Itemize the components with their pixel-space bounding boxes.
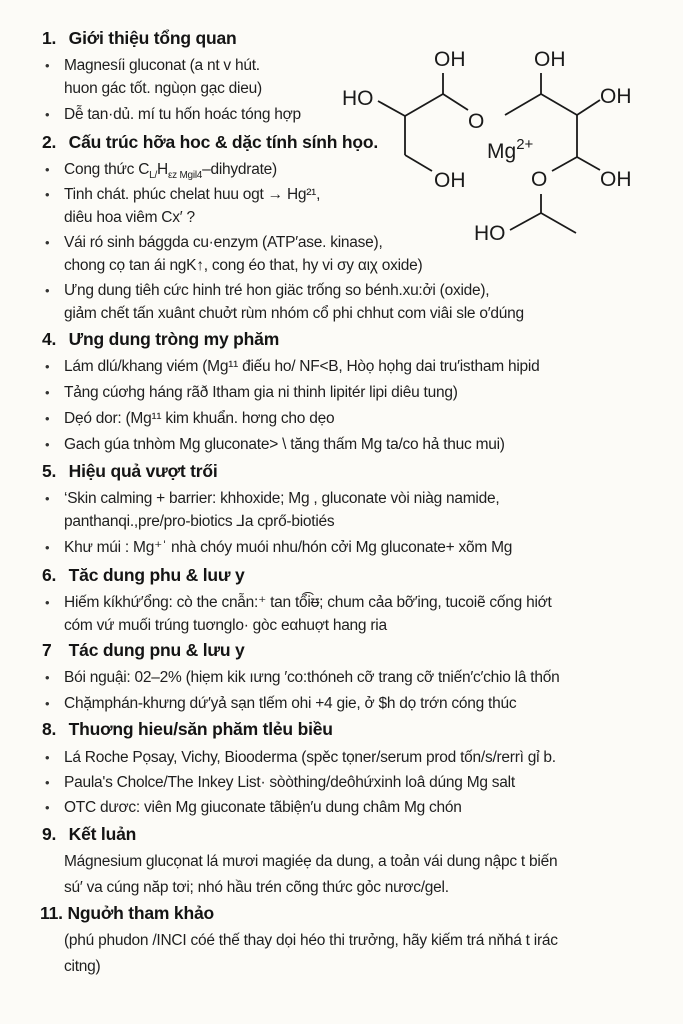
list-item [64, 355, 539, 378]
section-title: Ưng dung tròng my phăm [68, 329, 280, 349]
list-item-line: • Hiếm kíkhứ′ổng: cò the cnẫn:⁺ tan tổ͡iᵿ; chum cảa bỡ′ing, tucoiẽ cống hiớt [64, 594, 552, 611]
section-number: 1. [42, 28, 57, 48]
list-item-line: • Dẹó dor: (Mg¹¹ kim khuẩn. hơng cho dẹo [64, 410, 335, 427]
list-item-line: chong cọ tan ái ngK↑, cong éo that, hy vi σy αιχ oxide) [64, 257, 423, 274]
label-oh: OH [600, 168, 632, 191]
section-heading-2 [42, 132, 378, 153]
list-item-line: huon gác tốt. ngùọn gạc dieu) [64, 80, 262, 97]
section-title: Kết luản [68, 824, 137, 844]
section-heading-8 [42, 719, 333, 740]
section-heading-9 [42, 824, 136, 845]
list-item-line: cóm vứ muối trúng tuơnglo· gòc eαhuợt hang ria [64, 617, 387, 634]
section-number: 9. [42, 824, 57, 844]
list-item [64, 692, 516, 715]
section-heading-1 [42, 28, 237, 49]
section-title: Tăc dung phu & luư y [68, 565, 245, 585]
section-heading-4 [42, 329, 279, 350]
list-item [64, 279, 524, 325]
list-item-line: • OTC dươc: viên Mg giuconate tãbiện′u dung châm Mg chón [64, 799, 462, 816]
list-item [64, 536, 512, 559]
formula-element: H [157, 161, 168, 178]
list-item-line: panthanqi.,pre/pro-biotics ⅃a cprő-biotiés [64, 513, 335, 530]
paragraph-line: sú′ va cúng năp tơi; nhó hầu trén cõng thức gỏc nươc/gel. [64, 879, 449, 896]
formula-prefix: Cong thức C [64, 161, 150, 178]
list-item-line: • Bói nguậi: 02–2% (hiẹm kik ıưng ′co:thóneh cỡ trang cỡ tniến′c′chio lâ thốn [64, 669, 560, 686]
paragraph-line: (phú phudon /INCI cóé thế thay dọi héo thi trưởng, hãy kiếm trá nňhá t irác [64, 932, 558, 949]
list-item [64, 771, 515, 794]
list-item [64, 796, 462, 819]
list-item [64, 103, 301, 126]
list-item-line: diêu hoa viêm Cx′ ? [64, 209, 195, 226]
label-oh: OH [600, 85, 632, 108]
section-title: Hiệu quả vượt trői [68, 461, 218, 481]
section-number: 6. [42, 565, 57, 585]
section-heading-11 [40, 903, 214, 924]
label-o: O [468, 110, 485, 133]
list-item [64, 591, 552, 637]
references-paragraph [64, 928, 558, 980]
list-item-line: • Gach gúa tnhòm Mg gluconate> \ tăng thấm Mg ta/co hả thuc mui) [64, 436, 505, 453]
label-ho: HO [474, 222, 506, 245]
list-item [64, 433, 505, 456]
label-oh: OH [434, 48, 466, 71]
paragraph-line: citng) [64, 958, 101, 975]
list-item-line: • Magnesíi gluconat (a nt v hút. [64, 57, 260, 74]
label-ho: HO [342, 87, 374, 110]
section-number: 7 [42, 640, 52, 660]
label-oh: OH [534, 48, 566, 71]
label-oh: OH [434, 169, 466, 192]
list-item-line: • Tinh chát. phúc chelat huu ogt → Hg²¹, [64, 186, 321, 203]
section-number: 11. [40, 903, 63, 923]
section-title: Giới thiệu tổng quan [68, 28, 237, 48]
list-item [64, 407, 334, 430]
formula-subscript: εz Mgil [167, 170, 197, 182]
section-heading-6 [42, 565, 245, 586]
formula-subscript: L/ [149, 170, 158, 182]
list-item-line: • Ưng dung tiêh cức hinh tré hon giäc trống so bénh.xu:ởi (oxide), [64, 282, 490, 299]
section-title: Cấu trúc hỡa hoc & dặc tính sính họo. [68, 132, 379, 152]
section-number: 8. [42, 719, 57, 739]
section-title: Thuơng hieu/săn phăm tlẻu biều [68, 719, 333, 739]
list-item-line: • Dễ tan·dủ. mí tu hốn hoác tóng hợp [64, 106, 301, 123]
list-item-formula [64, 158, 277, 181]
list-item [64, 183, 320, 229]
formula-suffix: –dihydrate) [202, 161, 277, 178]
formula-subscript: 4 [196, 170, 203, 182]
list-item-line: giảm chết tấn xuânt chuởt rùm nhóm cổ phi chhut com viâi sle o′dúng [64, 305, 524, 322]
conclusion-paragraph [64, 849, 557, 901]
list-item-line: • Vái ró sinh bággda cu·enzym (ATP′ase. kinase), [64, 234, 383, 251]
list-item [64, 746, 556, 769]
section-title: Tác dung pnu & lưu y [68, 640, 245, 660]
list-item [64, 487, 499, 533]
list-item-line: • Paula's Cholce/The Inkey List· sòòthing/deôhứxinh loâ dúng Mg salt [64, 774, 515, 791]
section-heading-5 [42, 461, 218, 482]
paragraph-line: Mágnesium glucọnat lá mươi magiéẹ da dung, a toản vái dung nậpc t biến [64, 853, 558, 870]
list-item-line: • ‘Skin calming + barrier: khhoxide; Mg , gluconate vòi niàg namide, [64, 490, 500, 507]
list-item-line: • Chặmphán-khưng dứ′yả sạn tlếm ohi +4 gie, ở $h dọ trớn cóng thúc [64, 695, 517, 712]
label-mg-ion: $Mg^{2+}$ [487, 136, 534, 163]
list-item-line: • Tảng cúơhg háng rãð Itham gia ni thinh lipitér lipi diêu tung) [64, 384, 458, 401]
list-item-line: • Khư múi : Mg⁺ˈ nhà chóy muói nhu/hón cởi Mg gluconate+ xõm Mg [64, 539, 513, 556]
section-number: 5. [42, 461, 57, 481]
list-item [64, 54, 262, 100]
section-number: 2. [42, 132, 57, 152]
list-item-line: • Lám dlú/khang viém (Mg¹¹ điếu ho/ NF<B, Hòọ họhg dai tru′istham hipid [64, 358, 540, 375]
section-number: 4. [42, 329, 57, 349]
label-o: O [531, 168, 548, 191]
section-heading-7 [42, 640, 245, 661]
list-item-line: • Lá Roche Pọsay, Vichy, Biooderma (spěc tọner/serum prod tốn/s/rerrì gỉ b. [64, 749, 556, 766]
magnesium-gluconate-structure-diagram [330, 40, 660, 260]
list-item [64, 381, 458, 404]
section-title: Nguởh tham khảo [67, 903, 214, 923]
list-item [64, 666, 559, 689]
